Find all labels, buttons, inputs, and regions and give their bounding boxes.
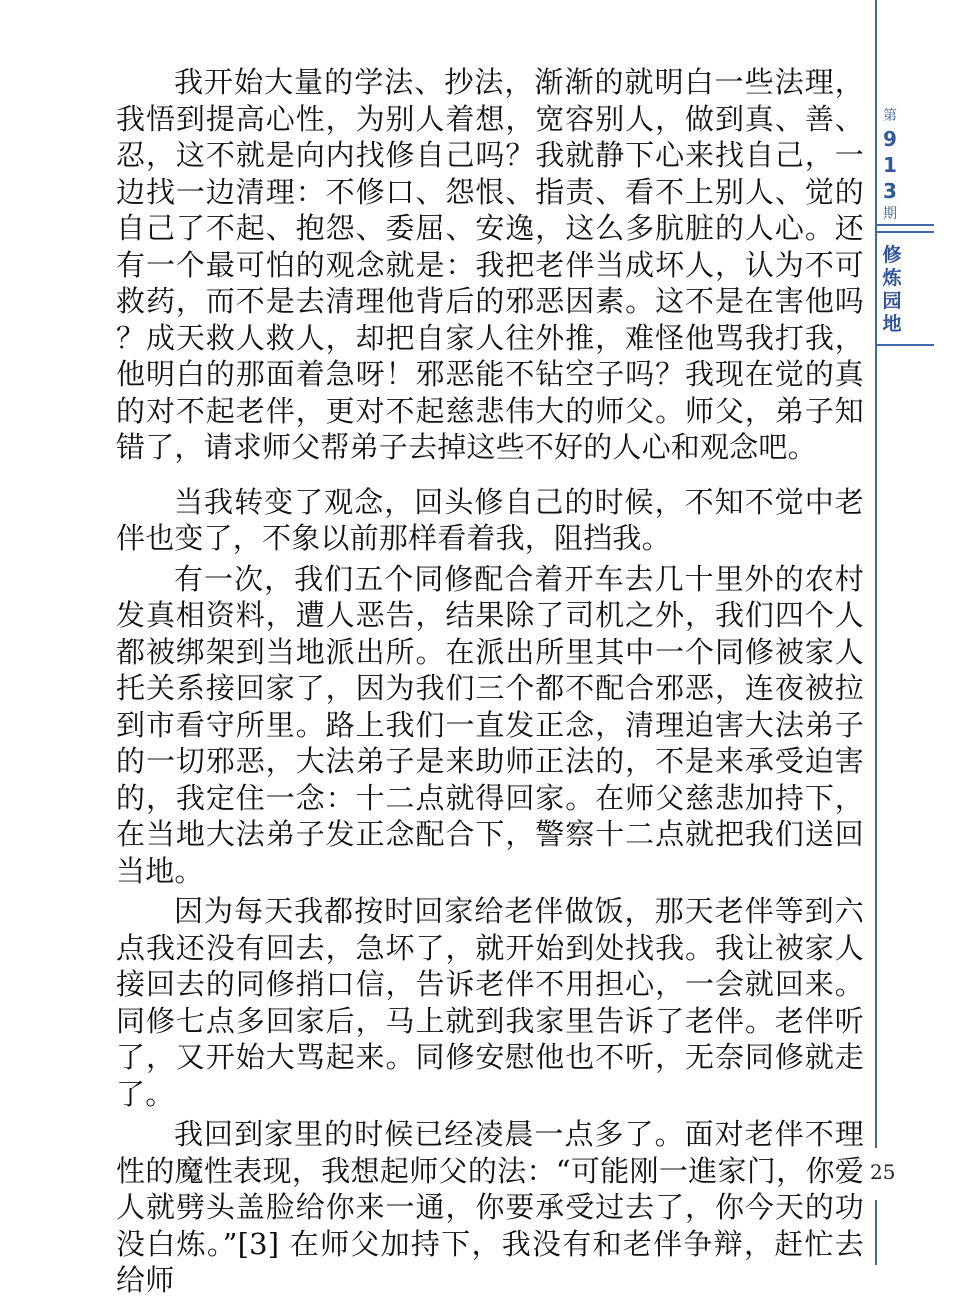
section-char-4: 地 [882, 313, 902, 335]
section-char-3: 园 [882, 290, 902, 312]
section-divider-top-1 [876, 224, 934, 226]
section-divider-top-2 [876, 231, 934, 233]
issue-digit-3: 3 [883, 179, 897, 203]
margin-rule-bottom [875, 1200, 877, 1265]
paragraph-5: 我回到家里的时候已经凌晨一点多了。面对老伴不理性的魔性表现，我想起师父的法：“可能刚一進家门，你爱人就劈头盖脸给你来一通，你要承受过去了，你今天的功没白炼。”[3] 在师父加持下，我没有和老伴争辩，赶忙去给师 [116, 1117, 864, 1297]
issue-prefix: 第 [883, 108, 897, 124]
issue-suffix: 期 [883, 206, 897, 222]
section-char-2: 炼 [882, 267, 902, 289]
issue-number-label [880, 106, 900, 224]
paragraph-3: 有一次，我们五个同修配合着开车去几十里外的农村发真相资料，遭人恶告，结果除了司机之外，我们四个人都被绑架到当地派出所。在派出所里其中一个同修被家人托关系接回家了，因为我们三个都不配合邪恶，连夜被拉到市看守所里。路上我们一直发正念，清理迫害大法弟子的一切邪恶，大法弟子是来助师正法的，不是来承受迫害的，我定住一念：十二点就得回家。在师父慈悲加持下，在当地大法弟子发正念配合下，警察十二点就把我们送回当地。 [116, 561, 864, 888]
paragraph-1: 我开始大量的学法、抄法，渐渐的就明白一些法理，我悟到提高心性，为别人着想，宽容别人，做到真、善、忍，这不就是向内找修自己吗？我就静下心来找自己，一边找一边清理：不修口、怨恨、指责、看不上别人、觉的自己了不起、抱怨、委屈、安逸，这么多肮脏的人心。还有一个最可怕的观念就是：我把老伴当成坏人，认为不可救药，而不是去清理他背后的邪恶因素。这不是在害他吗 ？成天救人救人，却把自家人往外推，难怪他骂我打我，他明白的那面着急呀！邪恶能不钻空子吗？我现在觉的真的对不起老伴，更对不起慈悲伟大的师父。师父，弟子知错了，请求师父帮弟子去掉这些不好的人心和观念吧。 [116, 65, 864, 464]
paragraph-4: 因为每天我都按时回家给老伴做饭，那天老伴等到六点我还没有回去，急坏了，就开始到处找我。我让被家人接回去的同修捎口信，告诉老伴不用担心，一会就回来。同修七点多回家后，马上就到我家里告诉了老伴。老伴听了，又开始大骂起来。同修安慰他也不听，无奈同修就走了。 [116, 894, 864, 1111]
section-divider-bottom [876, 344, 934, 346]
issue-digit-2: 1 [883, 153, 897, 177]
margin-rule-top [875, 0, 877, 1148]
issue-digit-1: 9 [883, 127, 897, 151]
article-body [116, 64, 864, 1299]
page-number: 25 [870, 1160, 896, 1184]
paragraph-2: 当我转变了观念，回头修自己的时候，不知不觉中老伴也变了，不象以前那样看着我，阻挡我。 [116, 484, 864, 555]
section-char-1: 修 [882, 244, 902, 266]
section-title [880, 244, 904, 336]
